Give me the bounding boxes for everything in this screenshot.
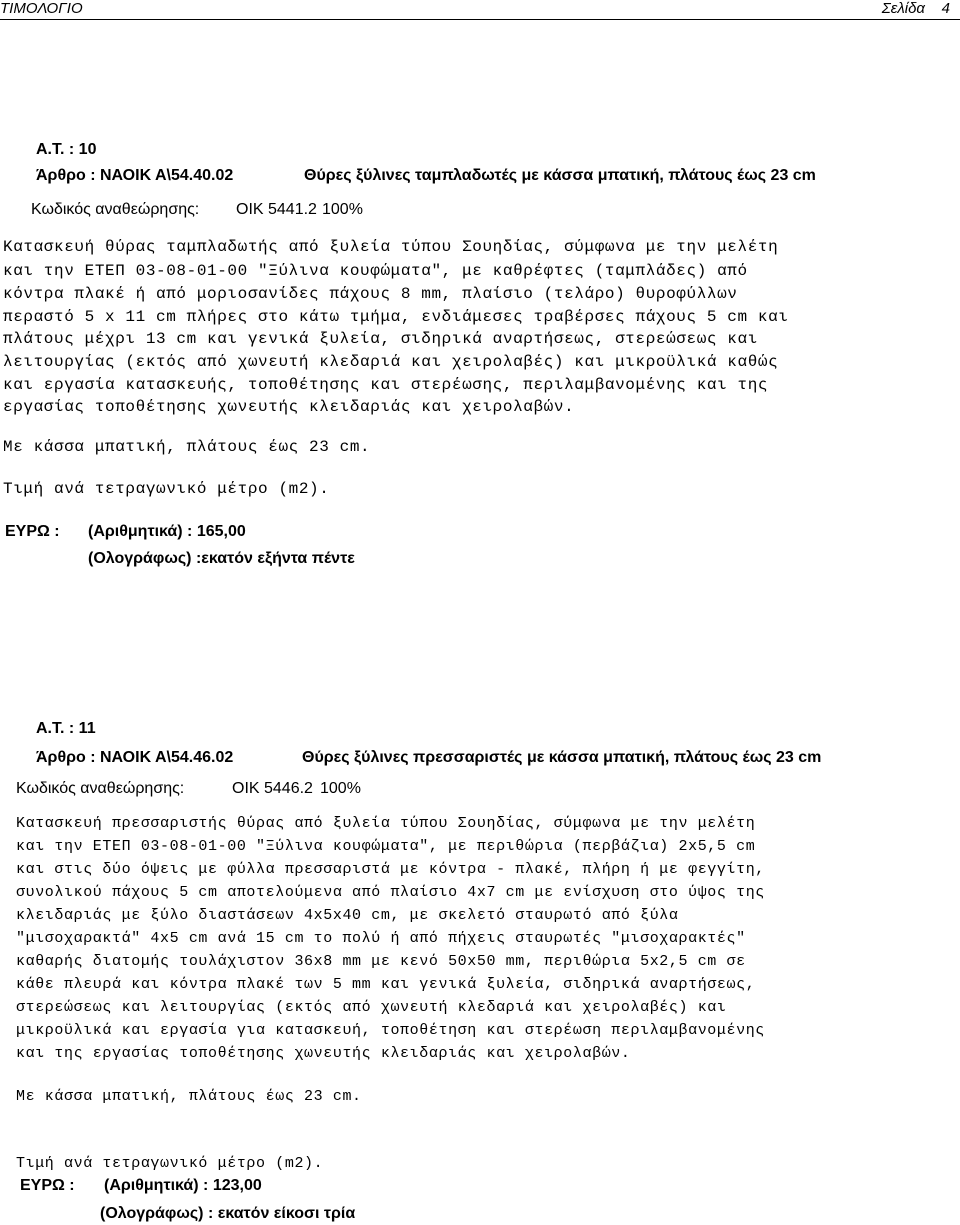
description-line: συνολικού πάχους 5 cm αποτελούμενα από πλαίσιο 4x7 cm με ενίσχυση στο ύψος της: [16, 884, 765, 901]
arthro-label: Άρθρο :: [36, 749, 96, 766]
header-page: [882, 0, 950, 17]
unit-note: Τιμή ανά τετραγωνικό μέτρο (m2).: [16, 1155, 324, 1172]
revision-percent: 100%: [322, 201, 363, 218]
unit-note: Τιμή ανά τετραγωνικό μέτρο (m2).: [3, 480, 330, 498]
numeric-label: (Αριθμητικά) :: [88, 523, 193, 540]
euro-label: ΕΥΡΩ :: [5, 523, 60, 540]
description-line: καθαρής διατομής τουλάχιστον 36x8 mm με κενό 50x50 mm, περιθώρια 5x2,5 cm σε: [16, 953, 746, 970]
page-number: 4: [941, 0, 950, 17]
revision-label: Κωδικός αναθεώρησης:: [16, 780, 185, 797]
words-label: (Ολογράφως) :: [88, 550, 202, 567]
description-line: κάθε πλευρά και κόντρα πλακέ των 5 mm και γενικά ξυλεία, σιδηρικά αναρτήσεως,: [16, 976, 756, 993]
revision-code: ΟΙΚ 5441.2: [236, 201, 317, 218]
description-line: λειτουργίας (εκτός από χωνευτή κλεδαριά και χειρολαβές) και μικροϋλικά καθώς: [3, 353, 779, 371]
revision-code: ΟΙΚ 5446.2: [232, 780, 313, 797]
description-line: Κατασκευή θύρας ταμπλαδωτής από ξυλεία τύπου Σουηδίας, σύμφωνα με την μελέτη: [3, 238, 779, 256]
article-at-label: Α.Τ. : 11: [36, 720, 96, 737]
revision-label: Κωδικός αναθεώρησης:: [31, 201, 200, 218]
description-line: και της εργασίας τοποθέτησης χωνευτής κλειδαριάς και χειρολαβών.: [16, 1045, 631, 1062]
kassa-note: Με κάσσα μπατική, πλάτους έως 23 cm.: [16, 1088, 362, 1105]
description-line: και την ΕΤΕΠ 03-08-01-00 "Ξύλινα κουφώματα", με περιθώρια (περβάζια) 2x5,5 cm: [16, 838, 756, 855]
price-numeric: [104, 1177, 262, 1195]
numeric-value: 165,00: [196, 523, 246, 540]
euro-label: ΕΥΡΩ :: [20, 1177, 75, 1194]
description-line: πλάτους μέχρι 13 cm και γενικά ξυλεία, σιδηρικά αναρτήσεως, στερεώσεως και: [3, 330, 758, 348]
description-line: κλειδαριάς με ξύλο διαστάσεων 4x5x40 cm, με σκελετό σταυρωτό από ξύλα: [16, 907, 679, 924]
revision-percent: 100%: [320, 780, 361, 797]
description-line: κόντρα πλακέ ή από μοριοσανίδες πάχους 8 mm, πλαίσιο (τελάρο) θυροφύλλων: [3, 285, 738, 303]
words-value: εκατόν εξήντα πέντε: [201, 550, 355, 567]
price-words: [100, 1205, 355, 1223]
article-title: Θύρες ξύλινες ταμπλαδωτές με κάσσα μπατική, πλάτους έως 23 cm: [304, 167, 816, 184]
arthro-code: ΝΑΟΙΚ Α\54.46.02: [100, 749, 234, 766]
kassa-note: Με κάσσα μπατική, πλάτους έως 23 cm.: [3, 438, 371, 456]
description-line: και εργασία κατασκευής, τοποθέτησης και στερέωσης, περιλαμβανομένης και της: [3, 376, 769, 394]
article-arthro: [36, 749, 233, 767]
arthro-code: ΝΑΟΙΚ Α\54.40.02: [100, 167, 234, 184]
article-title: Θύρες ξύλινες πρεσσαριστές με κάσσα μπατική, πλάτους έως 23 cm: [302, 749, 822, 766]
header-rule: [0, 19, 960, 20]
article-at-label: Α.Τ. : 10: [36, 141, 97, 158]
words-value: εκατόν είκοσι τρία: [217, 1205, 356, 1222]
price-numeric: [88, 523, 246, 541]
arthro-label: Άρθρο :: [36, 167, 96, 184]
description-line: μικροϋλικά και εργασία για κατασκευή, τοποθέτηση και στερέωση περιλαμβανομένης: [16, 1022, 765, 1039]
words-label: (Ολογράφως) :: [100, 1205, 214, 1222]
description-line: "μισοχαρακτά" 4x5 cm ανά 15 cm το πολύ ή από πήχεις σταυρωτές "μισοχαρακτές": [16, 930, 746, 947]
numeric-label: (Αριθμητικά) :: [104, 1177, 209, 1194]
page-label: Σελίδα: [881, 0, 925, 17]
numeric-value: 123,00: [212, 1177, 262, 1194]
description-line: και στις δύο όψεις με φύλλα πρεσσαριστά με κόντρα - πλακέ, πλήρη ή με φεγγίτη,: [16, 861, 765, 878]
description-line: Κατασκευή πρεσσαριστής θύρας από ξυλεία τύπου Σουηδίας, σύμφωνα με την μελέτη: [16, 815, 756, 832]
description-line: στερεώσεως και λειτουργίας (εκτός από χωνευτή κλεδαριά και χειρολαβές) και: [16, 999, 727, 1016]
description-line: περαστό 5 x 11 cm πλήρες στο κάτω τμήμα, ενδιάμεσες τραβέρσες πάχους 5 cm και: [3, 308, 789, 326]
article-arthro: [36, 167, 233, 185]
description-line: εργασίας τοποθέτησης χωνευτής κλειδαριάς και χειρολαβών.: [3, 398, 575, 416]
header-title: ΤΙΜΟΛΟΓΙΟ: [0, 0, 83, 17]
price-words: [88, 550, 355, 568]
description-line: και την ΕΤΕΠ 03-08-01-00 "Ξύλινα κουφώματα", με καθρέφτες (ταμπλάδες) από: [3, 262, 748, 280]
